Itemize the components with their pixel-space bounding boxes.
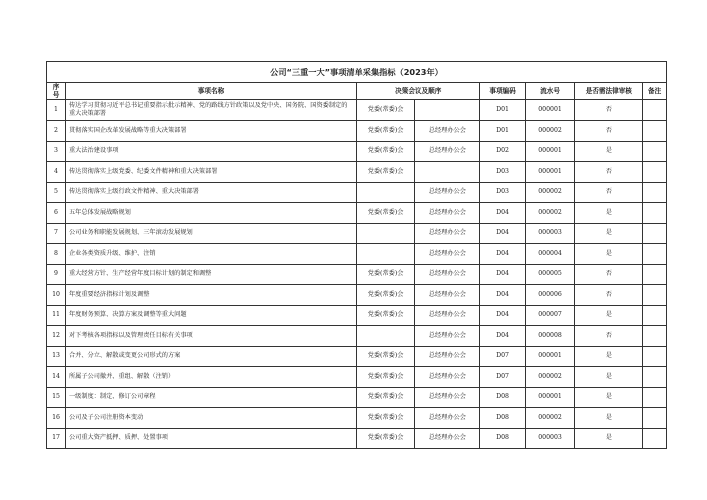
cell-code[interactable]: D07 (480, 367, 525, 388)
header-legal[interactable]: 是否需法律审核 (575, 83, 643, 100)
cell-flow[interactable]: 000002 (525, 367, 575, 388)
cell-meeting-office[interactable]: 总经理办公会 (415, 367, 480, 388)
table-row (47, 428, 667, 449)
cell-name[interactable]: 对下考核各项指标以及管理责任目标有关事项 (66, 326, 357, 347)
cell-legal[interactable]: 是 (575, 305, 643, 326)
cell-name[interactable]: 公司重大资产抵押、质押、处置事项 (66, 428, 357, 449)
cell-legal[interactable]: 是 (575, 223, 643, 244)
cell-note[interactable] (643, 305, 667, 326)
cell-code[interactable]: D01 (480, 100, 525, 121)
cell-note[interactable] (643, 162, 667, 183)
cell-meeting-party[interactable]: 党委(常委)会 (356, 285, 414, 306)
cell-note[interactable] (643, 141, 667, 162)
cell-flow[interactable]: 000001 (525, 162, 575, 183)
cell-note[interactable] (643, 244, 667, 265)
cell-note[interactable] (643, 121, 667, 142)
cell-seq[interactable]: 14 (47, 367, 66, 388)
cell-flow[interactable]: 000001 (525, 141, 575, 162)
cell-code[interactable]: D03 (480, 162, 525, 183)
cell-meeting-party[interactable]: 党委(常委)会 (356, 346, 414, 367)
cell-seq[interactable]: 6 (47, 203, 66, 224)
cell-code[interactable]: D07 (480, 346, 525, 367)
cell-flow[interactable]: 000003 (525, 428, 575, 449)
cell-name[interactable]: 传达学习贯彻习近平总书记重要指示批示精神、党的路线方针政策以及党中央、国务院、国资委制定的重大决策部署 (66, 100, 357, 121)
table-row (47, 223, 667, 244)
cell-legal[interactable]: 否 (575, 326, 643, 347)
cell-seq[interactable]: 8 (47, 244, 66, 265)
cell-meeting-office[interactable]: 总经理办公会 (415, 408, 480, 429)
cell-meeting-party[interactable]: 党委(常委)会 (356, 162, 414, 183)
cell-seq[interactable]: 15 (47, 387, 66, 408)
cell-code[interactable]: D08 (480, 428, 525, 449)
cell-seq[interactable]: 17 (47, 428, 66, 449)
cell-name[interactable]: 年度财务预算、决算方案及调整等重大问题 (66, 305, 357, 326)
cell-name[interactable]: 贯彻落实国企改革发展战略等重大决策部署 (66, 121, 357, 142)
table-row (47, 264, 667, 285)
cell-legal[interactable]: 否 (575, 182, 643, 203)
table-row (47, 100, 667, 121)
cell-flow[interactable]: 000008 (525, 326, 575, 347)
header-flow[interactable]: 流水号 (525, 83, 575, 100)
cell-meeting-party[interactable]: 党委(常委)会 (356, 305, 414, 326)
cell-meeting-office[interactable]: 总经理办公会 (415, 428, 480, 449)
cell-meeting-party[interactable] (356, 244, 414, 265)
cell-seq[interactable]: 10 (47, 285, 66, 306)
header-seq[interactable]: 序号 (47, 83, 66, 100)
cell-meeting-party[interactable]: 党委(常委)会 (356, 367, 414, 388)
cell-meeting-office[interactable]: 总经理办公会 (415, 264, 480, 285)
cell-flow[interactable]: 000004 (525, 244, 575, 265)
items-table (46, 61, 667, 449)
cell-meeting-party[interactable]: 党委(常委)会 (356, 264, 414, 285)
cell-note[interactable] (643, 326, 667, 347)
cell-legal[interactable]: 是 (575, 408, 643, 429)
table-row (47, 121, 667, 142)
cell-name[interactable]: 公司及子公司注册资本变动 (66, 408, 357, 429)
cell-code[interactable]: D04 (480, 203, 525, 224)
cell-meeting-office[interactable]: 总经理办公会 (415, 326, 480, 347)
cell-meeting-party[interactable]: 党委(常委)会 (356, 100, 414, 121)
cell-seq[interactable]: 13 (47, 346, 66, 367)
cell-meeting-party[interactable] (356, 182, 414, 203)
cell-code[interactable]: D03 (480, 182, 525, 203)
cell-legal[interactable]: 是 (575, 428, 643, 449)
cell-flow[interactable]: 000005 (525, 264, 575, 285)
cell-meeting-office[interactable]: 总经理办公会 (415, 223, 480, 244)
cell-meeting-party[interactable]: 党委(常委)会 (356, 387, 414, 408)
cell-note[interactable] (643, 367, 667, 388)
cell-note[interactable] (643, 346, 667, 367)
cell-note[interactable] (643, 428, 667, 449)
cell-meeting-office[interactable]: 总经理办公会 (415, 182, 480, 203)
cell-name[interactable]: 所属子公司撤并、重组、解散（注销） (66, 367, 357, 388)
cell-meeting-office[interactable]: 总经理办公会 (415, 387, 480, 408)
cell-code[interactable]: D04 (480, 244, 525, 265)
cell-flow[interactable]: 000002 (525, 121, 575, 142)
cell-note[interactable] (643, 285, 667, 306)
cell-code[interactable]: D08 (480, 408, 525, 429)
cell-meeting-party[interactable]: 党委(常委)会 (356, 203, 414, 224)
table-row (47, 305, 667, 326)
cell-legal[interactable]: 是 (575, 387, 643, 408)
cell-seq[interactable]: 5 (47, 182, 66, 203)
cell-legal[interactable]: 是 (575, 346, 643, 367)
cell-flow[interactable]: 000003 (525, 223, 575, 244)
cell-flow[interactable]: 000002 (525, 203, 575, 224)
header-row (47, 83, 667, 100)
table-row (47, 408, 667, 429)
cell-meeting-party[interactable] (356, 223, 414, 244)
cell-name[interactable]: 一级制度：制定、修订公司章程 (66, 387, 357, 408)
header-code[interactable]: 事项编码 (480, 83, 525, 100)
cell-meeting-party[interactable]: 党委(常委)会 (356, 408, 414, 429)
cell-code[interactable]: D04 (480, 264, 525, 285)
cell-meeting-party[interactable]: 党委(常委)会 (356, 428, 414, 449)
table-title[interactable]: 公司“三重一大”事项清单采集指标（2023年） (47, 62, 667, 83)
cell-meeting-office[interactable]: 总经理办公会 (415, 141, 480, 162)
cell-legal[interactable]: 是 (575, 367, 643, 388)
cell-meeting-office[interactable] (415, 100, 480, 121)
cell-meeting-office[interactable] (415, 162, 480, 183)
cell-name[interactable]: 企业各类资质升级、维护、注销 (66, 244, 357, 265)
cell-name[interactable]: 合并、分立、解散或变更公司形式的方案 (66, 346, 357, 367)
table-row (47, 162, 667, 183)
cell-seq[interactable]: 4 (47, 162, 66, 183)
table-row (47, 285, 667, 306)
cell-meeting-office[interactable]: 总经理办公会 (415, 305, 480, 326)
cell-legal[interactable]: 是 (575, 203, 643, 224)
cell-flow[interactable]: 000002 (525, 408, 575, 429)
header-name[interactable]: 事项名称 (66, 83, 357, 100)
cell-note[interactable] (643, 408, 667, 429)
header-note[interactable]: 备注 (643, 83, 667, 100)
cell-name[interactable]: 五年总体发展战略规划 (66, 203, 357, 224)
cell-legal[interactable]: 否 (575, 264, 643, 285)
cell-seq[interactable]: 16 (47, 408, 66, 429)
cell-legal[interactable]: 是 (575, 141, 643, 162)
cell-seq[interactable]: 1 (47, 100, 66, 121)
cell-name[interactable]: 传达贯彻落实上级行政文件精神、重大决策部署 (66, 182, 357, 203)
table-row (47, 203, 667, 224)
cell-flow[interactable]: 000001 (525, 387, 575, 408)
cell-legal[interactable]: 否 (575, 162, 643, 183)
cell-seq[interactable]: 12 (47, 326, 66, 347)
cell-code[interactable]: D08 (480, 387, 525, 408)
cell-legal[interactable]: 否 (575, 100, 643, 121)
cell-meeting-office[interactable]: 总经理办公会 (415, 285, 480, 306)
cell-code[interactable]: D04 (480, 285, 525, 306)
cell-name[interactable]: 年度重要经济指标计划及调整 (66, 285, 357, 306)
cell-flow[interactable]: 000001 (525, 100, 575, 121)
cell-legal[interactable]: 是 (575, 244, 643, 265)
cell-flow[interactable]: 000002 (525, 182, 575, 203)
cell-note[interactable] (643, 223, 667, 244)
cell-note[interactable] (643, 182, 667, 203)
cell-note[interactable] (643, 264, 667, 285)
table-row (47, 367, 667, 388)
cell-legal[interactable]: 否 (575, 285, 643, 306)
cell-note[interactable] (643, 100, 667, 121)
header-meeting[interactable]: 决策会议及顺序 (356, 83, 480, 100)
cell-meeting-office[interactable]: 总经理办公会 (415, 346, 480, 367)
cell-seq[interactable]: 11 (47, 305, 66, 326)
cell-flow[interactable]: 000001 (525, 346, 575, 367)
cell-seq[interactable]: 3 (47, 141, 66, 162)
cell-code[interactable]: D02 (480, 141, 525, 162)
spreadsheet-sheet (46, 61, 667, 449)
cell-meeting-office[interactable]: 总经理办公会 (415, 244, 480, 265)
cell-name[interactable]: 传达贯彻落实上级党委、纪委文件精神和重大决策部署 (66, 162, 357, 183)
table-row (47, 141, 667, 162)
cell-note[interactable] (643, 387, 667, 408)
cell-meeting-office[interactable]: 总经理办公会 (415, 121, 480, 142)
table-row (47, 182, 667, 203)
cell-name[interactable]: 重大法治建设事项 (66, 141, 357, 162)
cell-note[interactable] (643, 203, 667, 224)
cell-code[interactable]: D04 (480, 223, 525, 244)
cell-seq[interactable]: 9 (47, 264, 66, 285)
cell-seq[interactable]: 2 (47, 121, 66, 142)
cell-meeting-party[interactable]: 党委(常委)会 (356, 121, 414, 142)
cell-meeting-office[interactable]: 总经理办公会 (415, 203, 480, 224)
cell-meeting-party[interactable]: 党委(常委)会 (356, 141, 414, 162)
cell-meeting-party[interactable] (356, 326, 414, 347)
cell-code[interactable]: D01 (480, 121, 525, 142)
cell-code[interactable]: D04 (480, 305, 525, 326)
cell-name[interactable]: 重大经营方针、生产经营年度目标计划的制定和调整 (66, 264, 357, 285)
cell-flow[interactable]: 000007 (525, 305, 575, 326)
cell-name[interactable]: 公司业务和职能发展规划、三年滚动发展规划 (66, 223, 357, 244)
table-row (47, 387, 667, 408)
cell-legal[interactable]: 否 (575, 121, 643, 142)
cell-flow[interactable]: 000006 (525, 285, 575, 306)
cell-code[interactable]: D04 (480, 326, 525, 347)
table-row (47, 326, 667, 347)
cell-seq[interactable]: 7 (47, 223, 66, 244)
title-row (47, 62, 667, 83)
table-row (47, 346, 667, 367)
table-row (47, 244, 667, 265)
